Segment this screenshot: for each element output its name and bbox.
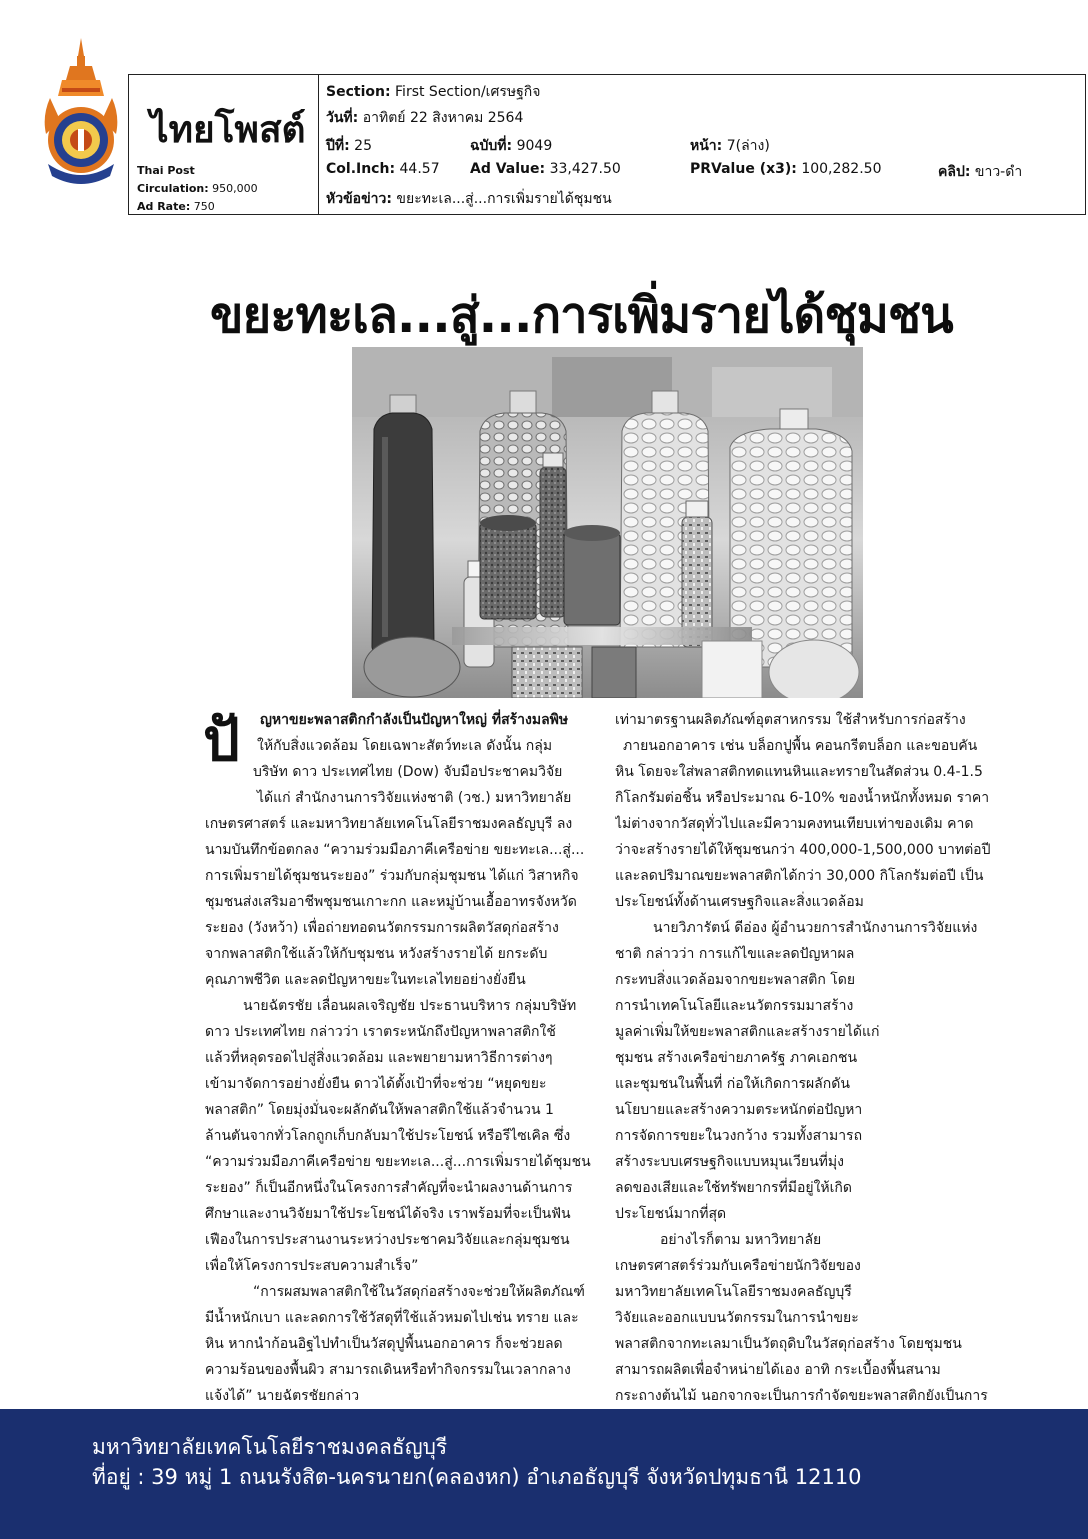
footer-address: ที่อยู่ : 39 หมู่ 1 ถนนรังสิต-นครนายก(คลองหก) อำเภอธัญบุรี จังหวัดปทุมธานี 12110 <box>92 1465 862 1489</box>
ad-value-label: Ad Value: <box>470 161 546 177</box>
ad-value-field <box>470 161 621 177</box>
article-line: การนำเทคโนโลยีและนวัตกรรมมาสร้าง <box>615 998 854 1014</box>
article-dropcap: ปั <box>203 706 240 774</box>
article-line: เท่ามาตรฐานผลิตภัณฑ์อุตสาหกรรม ใช้สำหรับการก่อสร้าง <box>615 712 966 728</box>
article-line: มูลค่าเพิ่มให้ขยะพลาสติกและสร้างรายได้แก่ <box>615 1024 880 1040</box>
article-line: ล้านตันจากทั่วโลกถูกเก็บกลับมาใช้ประโยชน์ หรือรีไซเคิล ซึ่ง <box>205 1128 571 1144</box>
pr-value-label: PRValue (x3): <box>690 161 797 177</box>
article-line: ประโยชน์ทั้งด้านเศรษฐกิจและสิ่งแวดล้อม <box>615 894 864 910</box>
article-line: วิจัยและออกแบบนวัตกรรมในการนำขยะ <box>615 1310 859 1326</box>
date-value: อาทิตย์ 22 สิงหาคม 2564 <box>362 110 524 126</box>
article-line: แล้วที่หลุดรอดไปสู่สิ่งแวดล้อม และพยายามหาวิธีการต่างๆ <box>205 1050 553 1066</box>
article-line: เกษตรศาสตร์ และมหาวิทยาลัยเทคโนโลยีราชมงคลธัญบุรี ลง <box>205 816 573 832</box>
article-photo <box>352 347 863 698</box>
article-column-left <box>205 707 593 1435</box>
article-line: พลาสติกจากทะเลมาเป็นวัตถุดิบในวัสดุก่อสร้าง โดยชุมชน <box>615 1336 962 1352</box>
clip-label: คลิป: <box>938 164 971 180</box>
article-line: ระยอง” ก็เป็นอีกหนึ่งในโครงการสำคัญที่จะนำผลงานด้านการ <box>205 1180 573 1196</box>
page-field <box>690 135 770 157</box>
article-line: เพื่อให้โครงการประสบความสำเร็จ” <box>205 1258 419 1274</box>
article-line: พลาสติก” โดยมุ่งมั่นจะผลักดันให้พลาสติกใช้แล้วจำนวน 1 <box>205 1102 554 1118</box>
article-line: นายฉัตรชัย เลื่อนผลเจริญชัย ประธานบริหาร กลุ่มบริษัท <box>243 998 577 1014</box>
clip-value: ขาว-ดำ <box>974 164 1023 180</box>
article-line: ความร้อนของพื้นผิว สามารถเดินหรือทำกิจกรรมในเวลากลาง <box>205 1362 571 1378</box>
circulation-value: 950,000 <box>212 182 258 195</box>
article-line: จากพลาสติกใช้แล้วให้กับชุมชน หวังสร้างรายได้ ยกระดับ <box>205 946 548 962</box>
ad-value-value: 33,427.50 <box>549 161 621 177</box>
article-line: นามบันทึกข้อตกลง “ความร่วมมือภาคีเครือข่าย ขยะทะเล...สู่... <box>205 842 585 858</box>
page-label: หน้า: <box>690 138 723 154</box>
article-line: หิน โดยจะใส่พลาสติกทดแทนหินและทรายในสัดส่วน 0.4-1.5 <box>615 764 983 780</box>
newspaper-logo: ไทยโพสต์ <box>150 107 306 151</box>
issue-field <box>470 135 552 157</box>
article-line: กิโลกรัมต่อชิ้น หรือประมาณ 6-10% ของน้ำหนักทั้งหมด ราคา <box>615 790 990 806</box>
article-line: บริษัท ดาว ประเทศไทย (Dow) จับมือประชาคมวิจัย <box>253 764 563 780</box>
article-line: มีน้ำหนักเบา และลดการใช้วัสดุที่ใช้แล้วหมดไปเช่น ทราย และ <box>205 1310 579 1326</box>
article-line: แจ้งได้” นายฉัตรชัยกล่าว <box>205 1388 360 1404</box>
article-line: และชุมชนในพื้นที่ ก่อให้เกิดการผลักดัน <box>615 1076 850 1092</box>
newspaper-name: Thai Post <box>137 164 195 177</box>
topic-field <box>326 188 612 210</box>
footer-university-name: มหาวิทยาลัยเทคโนโลยีราชมงคลธัญบุรี <box>92 1435 448 1459</box>
ad-rate-label: Ad Rate: <box>137 200 191 213</box>
article-line: ให้กับสิ่งแวดล้อม โดยเฉพาะสัตว์ทะเล ดังนั้น กลุ่ม <box>257 738 553 754</box>
article-line: ระยอง (วังหว้า) เพื่อถ่ายทอดนวัตกรรมการผลิตวัสดุก่อสร้าง <box>205 920 559 936</box>
article-line: ชุมชน สร้างเครือข่ายภาครัฐ ภาคเอกชน <box>615 1050 858 1066</box>
topic-value: ขยะทะเล...สู่...การเพิ่มรายได้ชุมชน <box>396 191 612 207</box>
col-inch-field <box>326 161 440 177</box>
article-line: การเพิ่มรายได้ชุมชนระยอง” ร่วมกับกลุ่มชุมชน ได้แก่ วิสาหกิจ <box>205 868 579 884</box>
article-line: และลดปริมาณขยะพลาสติกได้กว่า 30,000 กิโลกรัมต่อปี เป็น <box>615 868 984 884</box>
article-line: สร้างระบบเศรษฐกิจแบบหมุนเวียนที่มุ่ง <box>615 1154 844 1170</box>
date-label: วันที่: <box>326 110 359 126</box>
page-value: 7(ล่าง) <box>726 138 770 154</box>
article-line: เข้ามาจัดการอย่างยั่งยืน ดาวได้ตั้งเป้าที่จะช่วย “หยุดขยะ <box>205 1076 547 1092</box>
article-line: ภายนอกอาคาร เช่น บล็อกปูพื้น คอนกรีตบล็อก และขอบคัน <box>623 738 978 754</box>
circulation-info <box>137 182 258 195</box>
article-line: ดาว ประเทศไทย กล่าวว่า เราตระหนักถึงปัญหาพลาสติกใช้ <box>205 1024 556 1040</box>
article-line: ศึกษาและงานวิจัยมาใช้ประโยชน์ได้จริง เราพร้อมที่จะเป็นฟัน <box>205 1206 571 1222</box>
article-line: นายวิภารัตน์ ดีอ่อง ผู้อำนวยการสำนักงานการวิจัยแห่ง <box>653 920 978 936</box>
clip-field <box>938 161 1022 183</box>
col-inch-value: 44.57 <box>399 161 440 177</box>
pr-value-value: 100,282.50 <box>801 161 882 177</box>
year-label: ปีที่: <box>326 138 350 154</box>
issue-value: 9049 <box>516 138 553 154</box>
article-headline: ขยะทะเล...สู่...การเพิ่มรายได้ชุมชน <box>210 287 953 344</box>
article-line: ไม่ต่างจากวัสดุทั่วไปและมีความคงทนเทียบเท่าของเดิม คาด <box>615 816 974 832</box>
ad-rate-info <box>137 200 215 213</box>
article-line: ชาติ กล่าวว่า การแก้ไขและลดปัญหาผล <box>615 946 855 962</box>
article-line: “ความร่วมมือภาคีเครือข่าย ขยะทะเล...สู่...การเพิ่มรายได้ชุมชน <box>205 1154 591 1170</box>
article-line: เกษตรศาสตร์ร่วมกับเครือข่ายนักวิจัยของ <box>615 1258 861 1274</box>
article-line: กระถางต้นไม้ นอกจากจะเป็นการกำจัดขยะพลาสติกยังเป็นการ <box>615 1388 988 1404</box>
year-value: 25 <box>354 138 372 154</box>
ad-rate-value: 750 <box>193 200 215 213</box>
col-inch-label: Col.Inch: <box>326 161 396 177</box>
topic-label: หัวข้อข่าว: <box>326 191 392 207</box>
date-field <box>326 107 523 129</box>
article-line: ลดของเสียและใช้ทรัพยากรที่มีอยู่ให้เกิด <box>615 1180 853 1196</box>
article-line: ประโยชน์มากที่สุด <box>615 1206 727 1222</box>
article-line: “การผสมพลาสติกใช้ในวัสดุก่อสร้างจะช่วยให้ผลิตภัณฑ์ <box>253 1284 585 1300</box>
article-column-right <box>615 707 1007 1435</box>
issue-label: ฉบับที่: <box>470 138 513 154</box>
pr-value-field <box>690 161 881 177</box>
article-line: มหาวิทยาลัยเทคโนโลยีราชมงคลธัญบุรี <box>615 1284 852 1300</box>
article-line: เฟืองในการประสานงานระหว่างประชาคมวิจัยและกลุ่มชุมชน <box>205 1232 570 1248</box>
article-line: ว่าจะสร้างรายได้ให้ชุมชนกว่า 400,000-1,500,000 บาทต่อปี <box>615 842 991 858</box>
university-emblem-icon <box>40 36 122 186</box>
article-line: ญหาขยะพลาสติกกำลังเป็นปัญหาใหญ่ ที่สร้างมลพิษ <box>260 712 569 728</box>
year-field <box>326 135 372 157</box>
article-line: การจัดการขยะในวงกว้าง รวมทั้งสามารถ <box>615 1128 863 1144</box>
article-line: หิน หากนำก้อนอิฐไปทำเป็นวัสดุปูพื้นนอกอาคาร ก็จะช่วยลด <box>205 1336 563 1352</box>
article-line: ได้แก่ สำนักงานการวิจัยแห่งชาติ (วช.) มหาวิทยาลัย <box>257 790 572 806</box>
article-line: กระทบสิ่งแวดล้อมจากขยะพลาสติก โดย <box>615 972 856 988</box>
article-line: นโยบายและสร้างความตระหนักต่อปัญหา <box>615 1102 863 1118</box>
university-footer <box>0 1409 1088 1539</box>
clipping-info-divider <box>318 74 319 215</box>
article-line: สามารถผลิตเพื่อจำหน่ายได้เอง อาทิ กระเบื้องพื้นสนาม <box>615 1362 941 1378</box>
article-line: คุณภาพชีวิต และลดปัญหาขยะในทะเลไทยอย่างยั่งยืน <box>205 972 526 988</box>
section-value: First Section/เศรษฐกิจ <box>395 84 541 100</box>
section-label: Section: <box>326 84 391 100</box>
section-field <box>326 81 540 103</box>
article-line: อย่างไรก็ตาม มหาวิทยาลัย <box>660 1232 822 1248</box>
circulation-label: Circulation: <box>137 182 209 195</box>
article-line: ชุมชนส่งเสริมอาชีพชุมชนเกาะกก และหมู่บ้านเอื้ออาทรจังหวัด <box>205 894 577 910</box>
